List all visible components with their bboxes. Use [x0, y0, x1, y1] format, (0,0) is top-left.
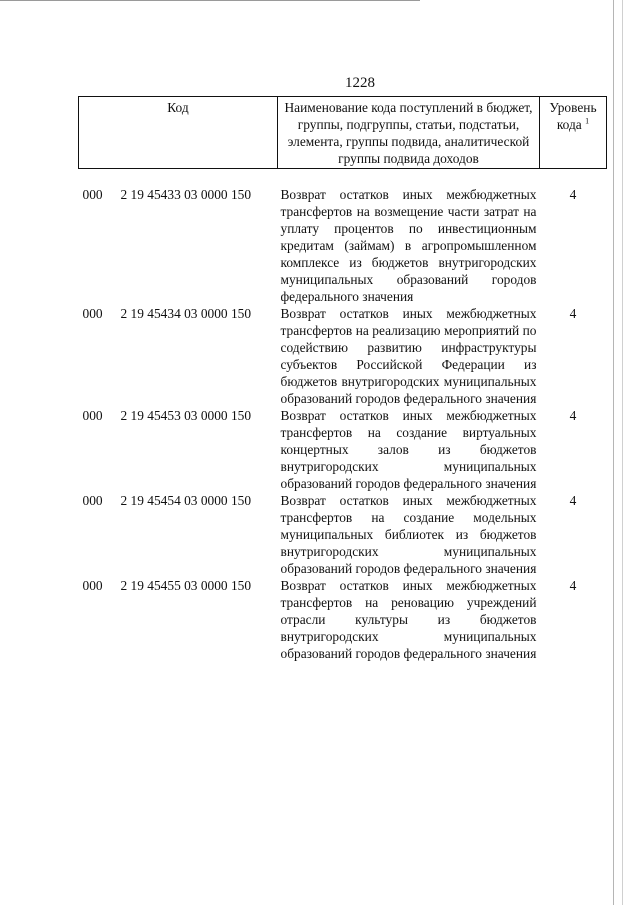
header-level-footnote: 1: [585, 116, 590, 126]
code-name: Возврат остатков иных межбюджетных трансфертов на реализацию мероприятий по содействию развитию инфраструктуры субъектов Российской Федерации из бюджетов внутригородских муниципальных образований городов федерального значения: [280, 306, 537, 406]
admin-code: 000: [82, 493, 103, 508]
code-cell: [79, 492, 278, 577]
admin-code: 000: [82, 306, 103, 321]
admin-code: 000: [82, 408, 103, 423]
code-name: Возврат остатков иных межбюджетных трансфертов на возмещение части затрат на уплату процентов по инвестиционным кредитам (займам) в агропромышленном комплексе из бюджетов внутригородских муниципальных образований городов федерального значения: [280, 187, 537, 304]
table-row: [79, 407, 607, 492]
code-cell: [79, 577, 278, 662]
code-cell: [79, 186, 278, 305]
budget-code: 2 19 45455 03 0000 150: [120, 578, 252, 593]
scan-edge-right: [613, 0, 614, 905]
page-number: 1228: [345, 75, 375, 91]
admin-code: 000: [82, 578, 103, 593]
code-name: Возврат остатков иных межбюджетных трансфертов на создание модельных муниципальных библиотек из бюджетов внутригородских муниципальных образований городов федерального значения: [280, 493, 537, 576]
header-name: Наименование кода поступлений в бюджет, группы, подгруппы, статьи, подстатьи, элемента, группы подвида, аналитической группы подвида доходов: [278, 97, 540, 169]
scan-edge-right-inner: [622, 0, 623, 905]
budget-code: 2 19 45454 03 0000 150: [120, 493, 252, 508]
header-level: [540, 97, 607, 169]
header-spacer: [79, 169, 607, 187]
budget-code: 2 19 45434 03 0000 150: [120, 306, 252, 321]
code-cell: [79, 407, 278, 492]
code-cell: [79, 305, 278, 407]
code-level: 4: [569, 578, 577, 593]
revenue-codes-table: [78, 96, 607, 662]
code-name: Возврат остатков иных межбюджетных трансфертов на создание виртуальных концертных залов из бюджетов внутригородских муниципальных образований городов федерального значения: [280, 408, 537, 491]
header-level-label: Уровень кода: [549, 100, 597, 132]
code-name: Возврат остатков иных межбюджетных трансфертов на реновацию учреждений отрасли культуры из бюджетов внутригородских муниципальных образований городов федерального значения: [280, 578, 537, 661]
budget-code: 2 19 45433 03 0000 150: [120, 187, 252, 202]
table-row: [79, 492, 607, 577]
table-row: [79, 305, 607, 407]
code-level: 4: [569, 493, 577, 508]
code-level: 4: [569, 408, 577, 423]
header-code: Код: [79, 97, 278, 169]
table-row: [79, 577, 607, 662]
code-level: 4: [569, 306, 577, 321]
table-header-row: [79, 97, 607, 169]
budget-code: 2 19 45453 03 0000 150: [120, 408, 252, 423]
admin-code: 000: [82, 187, 103, 202]
table-row: [79, 186, 607, 305]
code-level: 4: [569, 187, 577, 202]
scan-edge-top: [0, 0, 420, 1]
